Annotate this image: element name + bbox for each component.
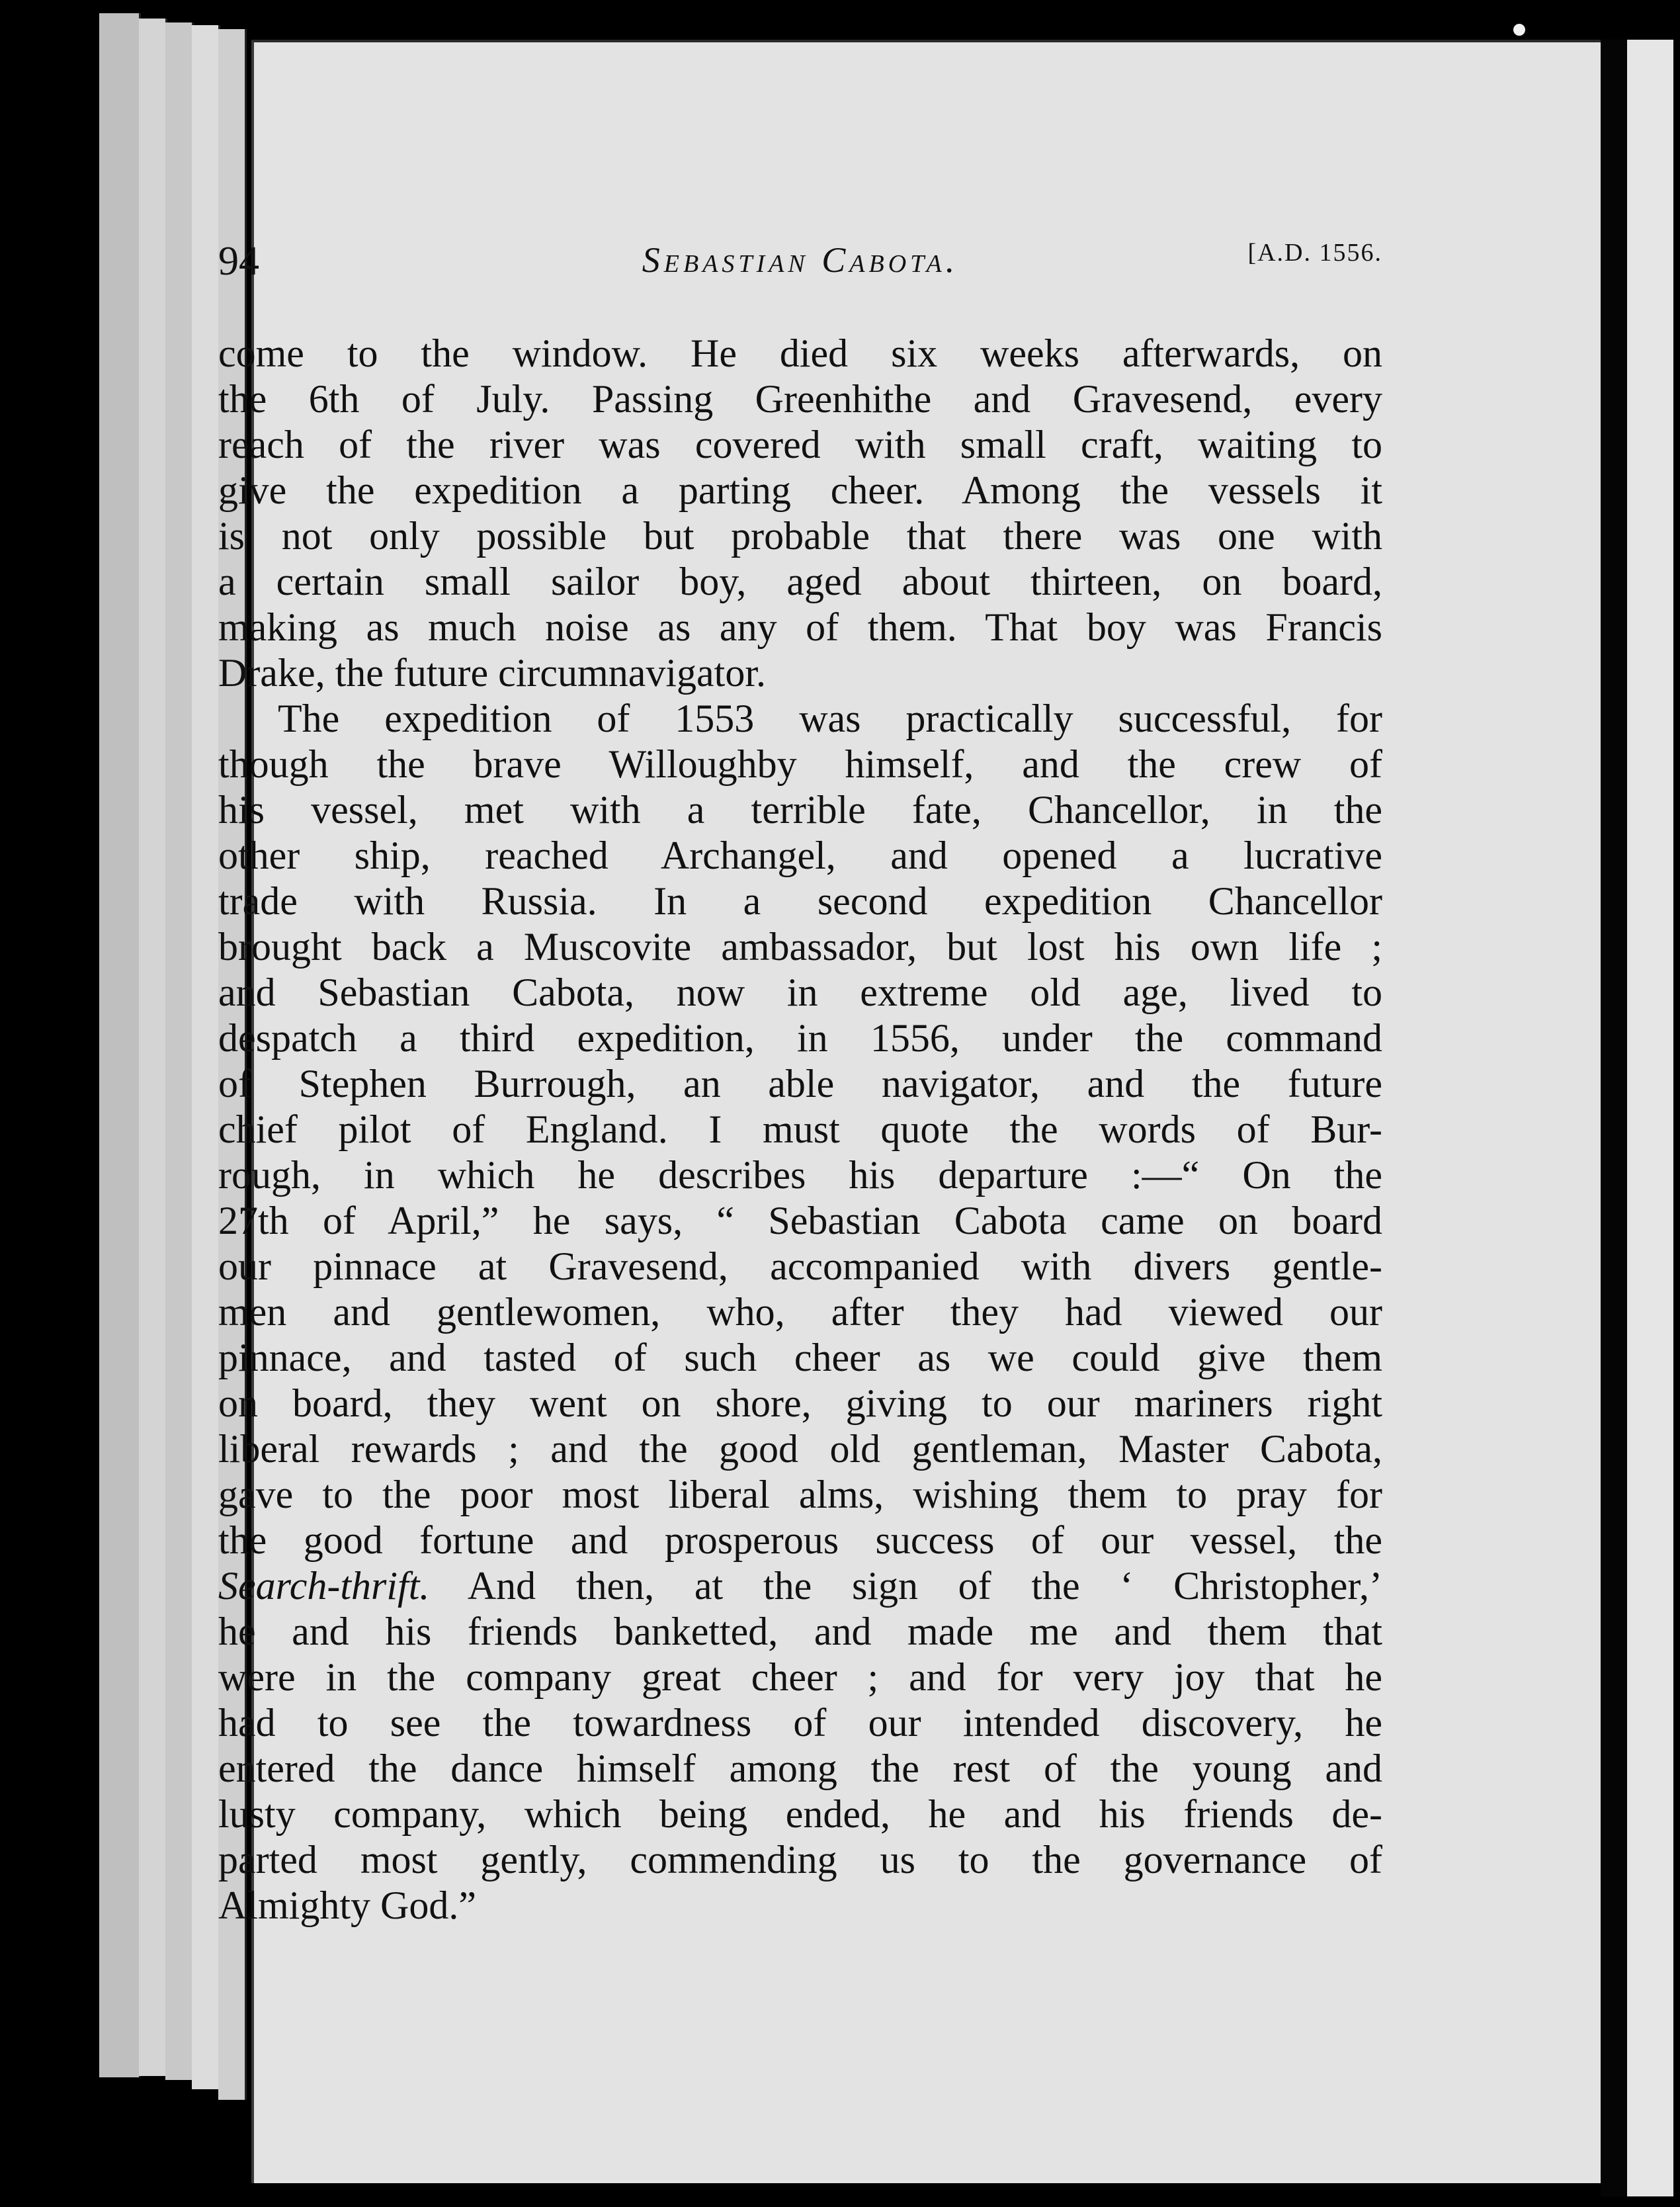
text-line: Almighty God.” [218, 1883, 476, 1927]
page-edge [99, 13, 141, 2077]
text-line: the 6th of July. Passing Greenhithe and Gravesend, every [218, 377, 1382, 421]
page-edge [139, 19, 167, 2076]
text-line: and Sebastian Cabota, now in extreme old age, lived to [218, 971, 1382, 1014]
text-line: brought back a Muscovite ambassador, but lost his own life ; [218, 925, 1382, 969]
text-line: gave to the poor most liberal alms, wishing them to pray for [218, 1473, 1382, 1516]
page-edge [192, 25, 220, 2089]
text-line: of Stephen Burrough, an able navigator, and the future [218, 1062, 1382, 1105]
text-line: reach of the river was covered with small craft, waiting to [218, 423, 1382, 466]
page-number: 94 [218, 239, 259, 284]
text-line: our pinnace at Gravesend, accompanied with divers gentle- [218, 1244, 1382, 1288]
page-edge [165, 22, 194, 2080]
text-line: men and gentlewomen, who, after they had viewed our [218, 1290, 1382, 1334]
facing-page-edge [1627, 40, 1673, 2196]
text-line: the good fortune and prosperous success of our vessel, the [218, 1518, 1382, 1562]
text-line: lusty company, which being ended, he and his friends de- [218, 1792, 1382, 1836]
text-line: on board, they went on shore, giving to our mariners right [218, 1381, 1382, 1425]
text-fragment: And then, at the sign of the ‘ Christopher,’ [429, 1564, 1382, 1608]
running-date: [A.D. 1556. [1247, 239, 1382, 267]
running-title: Sebastian Cabota. [642, 240, 959, 280]
scan-speck [1513, 24, 1525, 36]
ship-name: Search-thrift. [218, 1564, 430, 1608]
paragraph [218, 331, 1382, 696]
text-line: The expedition of 1553 was practically successful, for [278, 697, 1382, 740]
text-line: chief pilot of England. I must quote the words of Bur- [218, 1107, 1382, 1151]
text-line: rough, in which he describes his departure :—“ On the [218, 1153, 1382, 1197]
text-line: come to the window. He died six weeks afterwards, on [218, 331, 1382, 375]
text-line: though the brave Willoughby himself, and the crew of [218, 742, 1382, 786]
text-line: his vessel, met with a terrible fate, Chancellor, in the [218, 788, 1382, 832]
text-line: Drake, the future circumnavigator. [218, 651, 766, 695]
text-line: other ship, reached Archangel, and opened a lucrative [218, 834, 1382, 877]
gutter-shadow [1601, 40, 1627, 2196]
text-line: trade with Russia. In a second expedition Chancellor [218, 879, 1382, 923]
text-line: liberal rewards ; and the good old gentleman, Master Cabota, [218, 1427, 1382, 1471]
text-line: had to see the towardness of our intended discovery, he [218, 1701, 1382, 1745]
body-text [218, 331, 1382, 1928]
text-line: entered the dance himself among the rest of the young and [218, 1747, 1382, 1790]
text-line: give the expedition a parting cheer. Among the vessels it [218, 468, 1382, 512]
paragraph [218, 696, 1382, 1928]
text-line: despatch a third expedition, in 1556, under the command [218, 1016, 1382, 1060]
text-line: a certain small sailor boy, aged about thirteen, on board, [218, 560, 1382, 603]
text-line: he and his friends banketted, and made me and them that [218, 1610, 1382, 1653]
text-line: 27th of April,” he says, “ Sebastian Cabota came on board [218, 1199, 1382, 1242]
text-line: were in the company great cheer ; and for very joy that he [218, 1655, 1382, 1699]
text-line: making as much noise as any of them. That boy was Francis [218, 605, 1382, 649]
text-line: pinnace, and tasted of such cheer as we could give them [218, 1336, 1382, 1379]
text-line [218, 1563, 1382, 1609]
running-head [218, 225, 1382, 298]
text-line: is not only possible but probable that there was one with [218, 514, 1382, 558]
text-line: parted most gently, commending us to the governance of [218, 1838, 1382, 1882]
